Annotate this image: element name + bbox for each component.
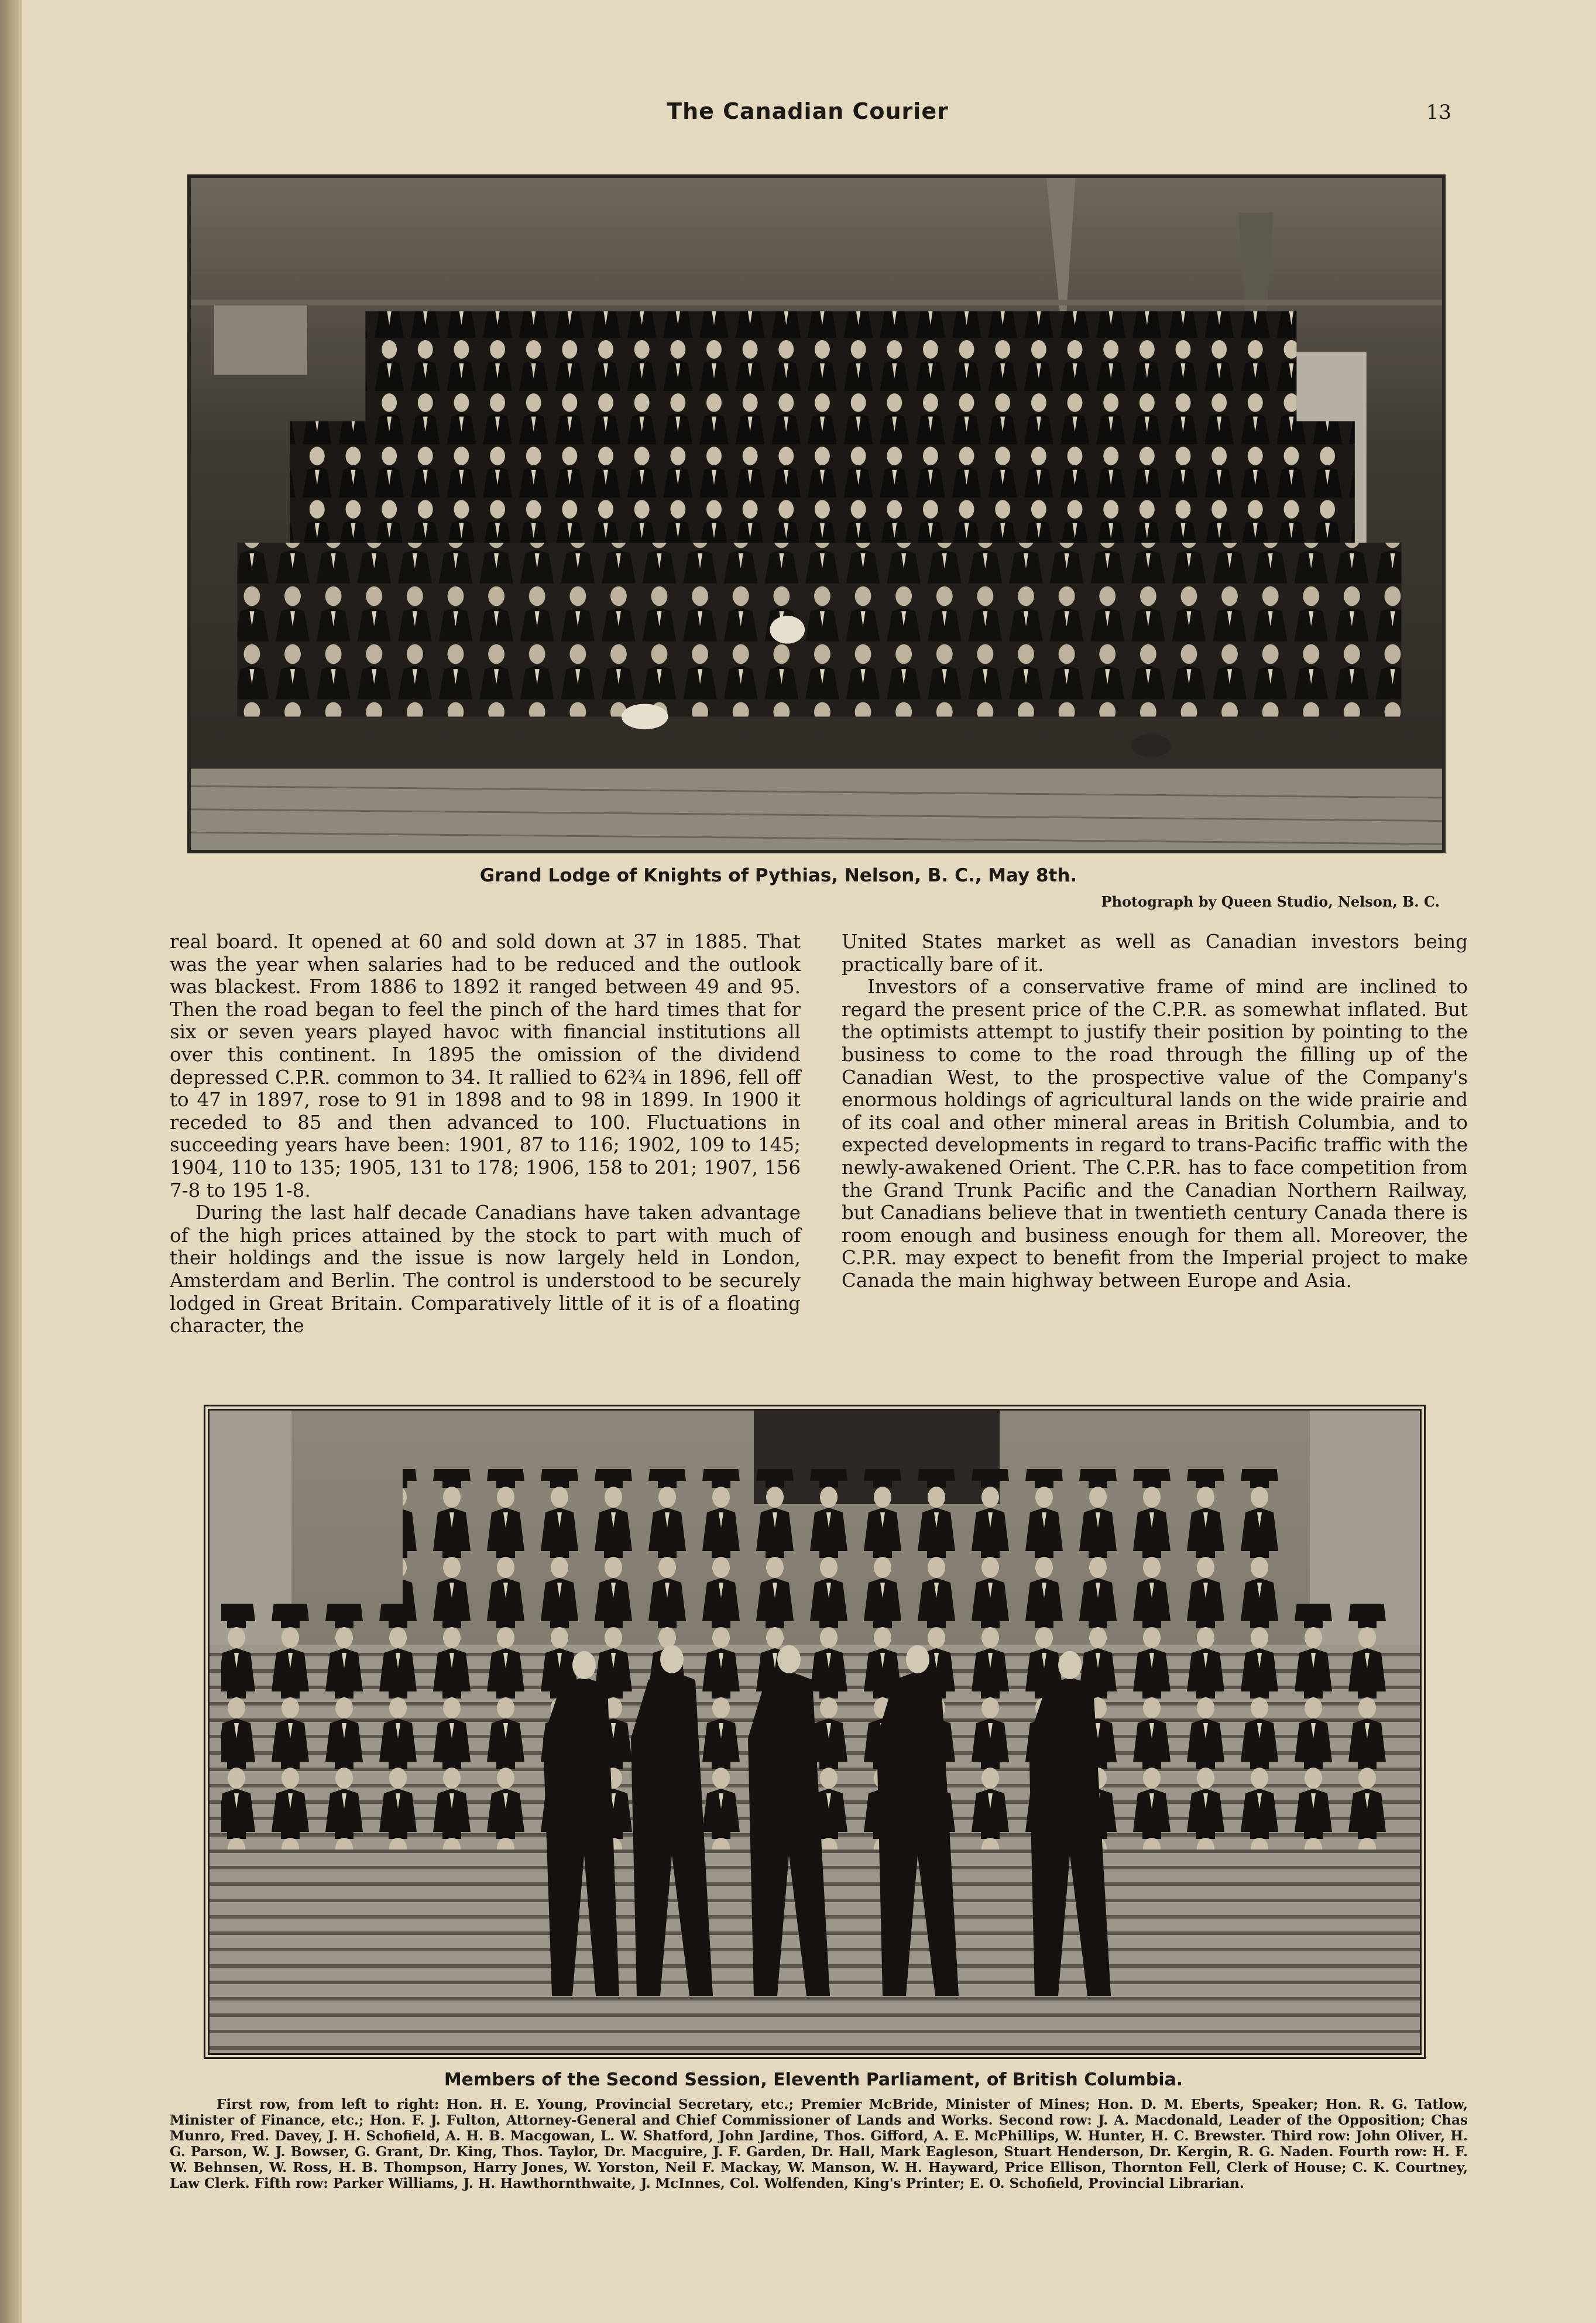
article-column-right — [842, 931, 1468, 1292]
photo1-credit: Photograph by Queen Studio, Nelson, B. C. — [1101, 893, 1440, 910]
knights-of-pythias-photo — [187, 174, 1446, 853]
article-paragraph: Investors of a conservative frame of mind are inclined to regard the present price of the C.P.R. as somewhat inflated. But the optimists attempt to justify their position by pointing to the business to come to the road through the filling up of the Canadian West, to the prospective value of the Company's enormous holdings of agricultural lands on the wide prairie and of its coal and other mineral areas in British Columbia, and to expected developments in regard to trans-Pacific traffic with the newly-awakened Orient. The C.P.R. has to face competition from the Grand Trunk Pacific and the Canadian Northern Railway, but Canadians believe that in twentieth century Canada there is room enough and business enough for them all. Moreover, the C.P.R. may expect to benefit from the Imperial project to make Canada the main highway between Europe and Asia. — [842, 976, 1468, 1292]
page-number: 13 — [1426, 101, 1451, 124]
names-text: First row, from left to right: Hon. H. E. Young, Provincial Secretary, etc.; Premier McBride, Minister of Mines; Hon. D. M. Eberts, Speaker; Hon. R. G. Tatlow, Minister of Finance, etc.; Hon. F. J. Fulton, Attorney-General and Chief Commissioner of Lands and Works. Second row: J. A. Macdonald, Leader of the Opposition; Chas Munro, Fred. Davey, J. H. Schofield, A. H. B. Macgowan, L. W. Shatford, John Jardine, Thos. Gifford, A. E. McPhillips, W. Hunter, H. C. Brewster. Third row: John Oliver, H. G. Parson, W. J. Bowser, G. Grant, Dr. King, Thos. Taylor, Dr. Macguire, J. F. Garden, Dr. Hall, Mark Eagleson, Stuart Henderson, Dr. Kergin, R. G. Naden. Fourth row: H. F. W. Behnsen, W. Ross, H. B. Thompson, Harry Jones, W. Yorston, Neil F. Mackay, W. Manson, W. H. Hayward, Price Ellison, Thornton Fell, Clerk of House; C. K. Courtney, Law Clerk. Fifth row: Parker Williams, J. H. Hawthornthwaite, J. McInnes, Col. Wolfenden, King's Printer; E. O. Schofield, Provincial Librarian. — [170, 2096, 1468, 2191]
article-paragraph: real board. It opened at 60 and sold down at 37 in 1885. That was the year when salaries had to be reduced and the outlook was blackest. From 1886 to 1892 it ranged between 49 and 95. Then the road began to feel the pinch of the hard times that for six or seven years played havoc with financial institutions all over this continent. In 1895 the omission of the dividend depressed C.P.R. common to 34. It rallied to 62¾ in 1896, fell off to 47 in 1897, rose to 91 in 1898 and to 98 in 1899. In 1900 it receded to 85 and then advanced to 100. Fluctuations in succeeding years have been: 1901, 87 to 116; 1902, 109 to 145; 1904, 110 to 135; 1905, 131 to 178; 1906, 158 to 201; 1907, 156 7-8 to 195 1-8. — [170, 931, 801, 1202]
group-photo-image — [191, 178, 1442, 850]
article-paragraph: During the last half decade Canadians have taken advantage of the high prices attained by the stock to part with much of their holdings and the issue is now largely held in London, Amsterdam and Berlin. The control is understood to be securely lodged in Great Britain. Comparatively little of it is of a floating character, the — [170, 1202, 801, 1337]
book-binding — [0, 0, 22, 2323]
photo1-caption: Grand Lodge of Knights of Pythias, Nelson, B. C., May 8th. — [479, 865, 1077, 886]
article-column-left — [170, 931, 801, 1337]
photo2-caption: Members of the Second Session, Eleventh Parliament, of British Columbia. — [444, 2070, 1183, 2090]
photo2-names-list — [170, 2096, 1468, 2191]
parliament-members-photo — [204, 1405, 1426, 2059]
parliament-photo-image — [210, 1411, 1420, 2053]
running-head: The Canadian Courier — [667, 98, 949, 124]
article-paragraph: United States market as well as Canadian investors being practically bare of it. — [842, 931, 1468, 976]
